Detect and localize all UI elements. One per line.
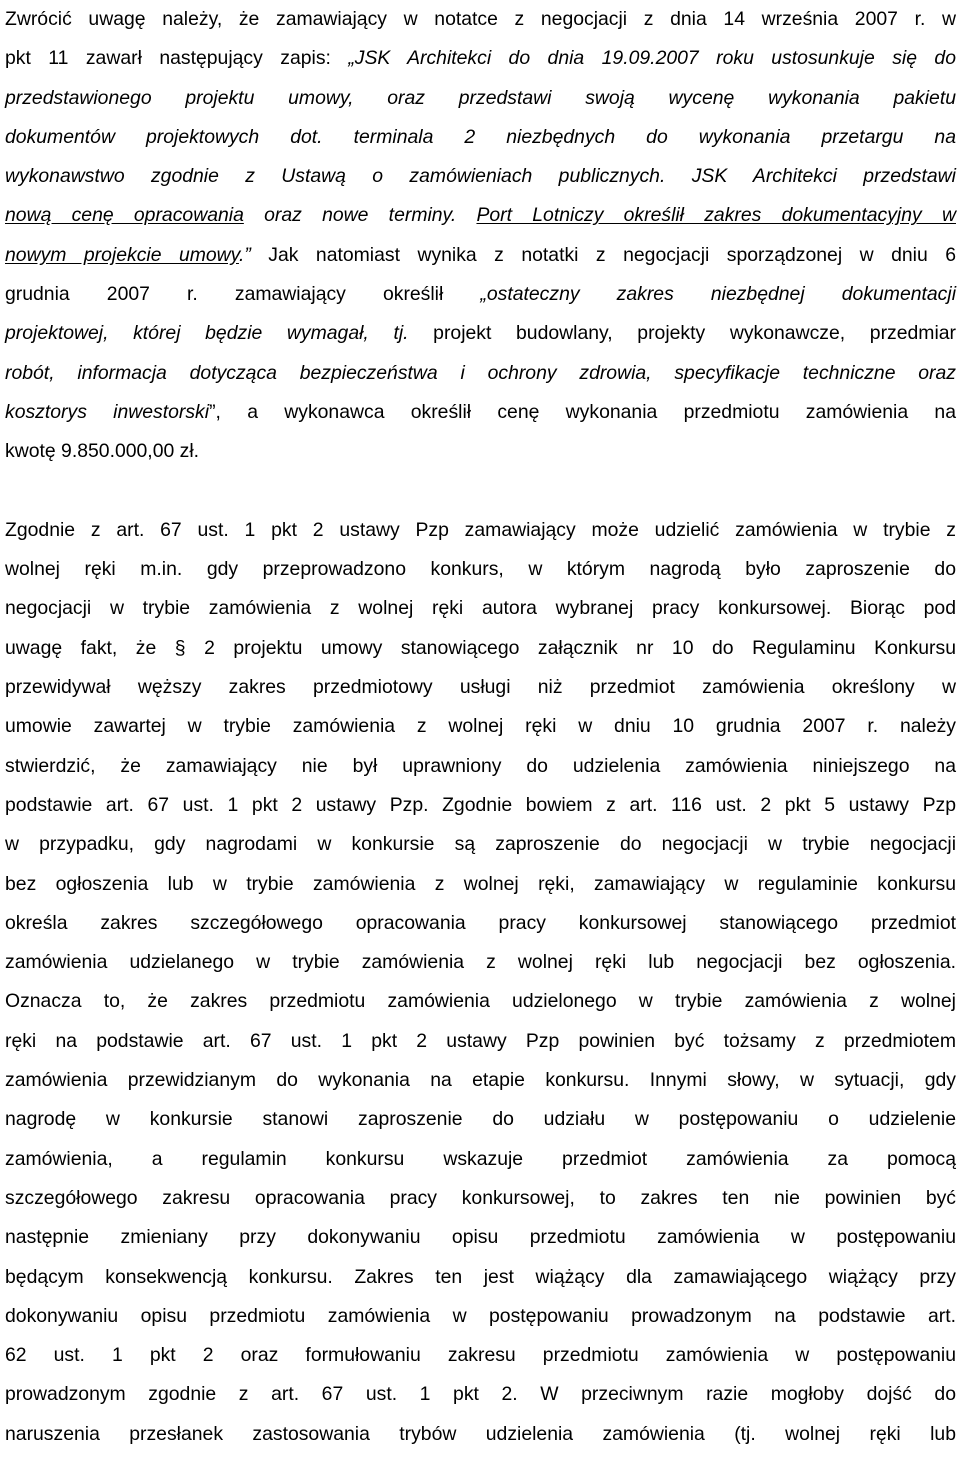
text-line: szczegółowego zakresu opracowania pracy konkursowej, to zakres ten nie powinien być	[5, 1186, 956, 1209]
text-line	[5, 354, 956, 393]
text-line: Oznacza to, że zakres przedmiotu zamówienia udzielonego w trybie zamówienia z wolnej	[5, 990, 956, 1013]
text-run: .”	[238, 243, 251, 266]
text-line: zamówienia udzielanego w trybie zamówienia z wolnej ręki lub negocjacji bez ogłoszenia.	[5, 951, 956, 974]
text-line: wolnej ręki m.in. gdy przeprowadzono konkurs, w którym nagrodą było zaproszenie do	[5, 558, 956, 581]
text-line: naruszenia przesłanek zastosowania trybów udzielenia zamówienia (tj. wolnej ręki lub	[5, 1422, 956, 1445]
text-line: Zgodnie z art. 67 ust. 1 pkt 2 ustawy Pzp zamawiający może udzielić zamówienia w trybie z	[5, 518, 956, 541]
text-run: projektowej, której będzie wymagał, tj.	[5, 322, 409, 345]
text-line: zamówienia przewidzianym do wykonania na etapie konkursu. Innymi słowy, w sytuacji, gdy	[5, 1069, 956, 1092]
text-run: pkt 11 zawarł następujący zapis:	[5, 47, 349, 70]
text-line: bez ogłoszenia lub w trybie zamówienia z wolnej ręki, zamawiający w regulaminie konkursu	[5, 872, 956, 895]
text-line: negocjacji w trybie zamówienia z wolnej ręki autora wybranej pracy konkursowej. Biorąc pod	[5, 597, 956, 620]
text-line	[5, 236, 956, 275]
text-run: robót, informacja dotycząca bezpieczeństwa i ochrony zdrowia, specyfikacje techniczne oraz	[5, 361, 956, 384]
text-line	[5, 0, 956, 39]
text-line: 62 ust. 1 pkt 2 oraz formułowaniu zakresu przedmiotu zamówienia w postępowaniu	[5, 1344, 956, 1367]
text-run: wykonawstwo zgodnie z Ustawą o zamówieniach publicznych. JSK Architekci przedstawi	[5, 165, 956, 188]
text-line: umowie zawartej w trybie zamówienia z wolnej ręki w dniu 10 grudnia 2007 r. należy	[5, 715, 956, 738]
text-line	[5, 118, 956, 157]
paragraph-negotiation-note	[5, 0, 956, 472]
text-line: zamówienia, a regulamin konkursu wskazuje przedmiot zamówienia za pomocą	[5, 1147, 956, 1170]
text-line: przewidywał węższy zakres przedmiotowy usługi niż przedmiot zamówienia określony w	[5, 676, 956, 699]
text-line	[5, 39, 956, 78]
text-run: dokumentów projektowych dot. terminala 2 niezbędnych do wykonania przetargu na	[5, 125, 956, 148]
text-line	[5, 157, 956, 196]
document-page	[5, 0, 956, 1454]
text-run: Jak natomiast wynika z notatki z negocjacji sporządzonej w dniu 6	[250, 243, 956, 266]
text-run: Port Lotniczy określił zakres dokumentacyjny w	[476, 204, 956, 227]
text-run: kosztorys inwestorski	[5, 400, 210, 423]
text-line: uwagę fakt, że § 2 projektu umowy stanowiącego załącznik nr 10 do Regulaminu Konkursu	[5, 636, 956, 659]
text-line: ręki na podstawie art. 67 ust. 1 pkt 2 ustawy Pzp powinien być tożsamy z przedmiotem	[5, 1029, 956, 1052]
text-run: projekt budowlany, projekty wykonawcze, przedmiar	[408, 322, 956, 345]
text-line	[5, 275, 956, 314]
text-run: „JSK Architekci do dnia 19.09.2007 roku ustosunkuje się do	[348, 47, 956, 70]
text-run: nowym projekcie umowy	[5, 243, 239, 266]
text-line	[5, 393, 956, 432]
text-line: nagrodę w konkursie stanowi zaproszenie do udziału w postępowaniu o udzielenie	[5, 1108, 956, 1131]
text-line: będącym konsekwencją konkursu. Zakres ten jest wiążący dla zamawiającego wiążący przy	[5, 1265, 956, 1288]
text-run: przedstawionego projektu umowy, oraz przedstawi swoją wycenę wykonania pakietu	[5, 86, 956, 109]
text-run: nową cenę opracowania	[5, 204, 244, 227]
text-line: podstawie art. 67 ust. 1 pkt 2 ustawy Pzp. Zgodnie bowiem z art. 116 ust. 2 pkt 5 ustawy Pzp	[5, 793, 956, 816]
text-line: następnie zmieniany przy dokonywaniu opisu przedmiotu zamówienia w postępowaniu	[5, 1226, 956, 1249]
text-line: prowadzonym zgodnie z art. 67 ust. 1 pkt 2. W przeciwnym razie mogłoby dojść do	[5, 1383, 956, 1406]
text-line	[5, 196, 956, 235]
text-run: „ostateczny zakres niezbędnej dokumentacji	[480, 283, 956, 306]
text-run: kwotę 9.850.000,00 zł.	[5, 440, 200, 463]
text-line	[5, 432, 956, 471]
text-run: Zwrócić uwagę należy, że zamawiający w notatce z negocjacji z dnia 14 września 2007 r. w	[5, 8, 956, 30]
text-run: ”, a wykonawca określił cenę wykonania przedmiotu zamówienia na	[209, 400, 956, 423]
text-run: oraz nowe terminy.	[243, 204, 477, 227]
text-run: grudnia 2007 r. zamawiający określił	[5, 283, 481, 306]
text-line: określa zakres szczegółowego opracowania pracy konkursowej stanowiącego przedmiot	[5, 911, 956, 934]
paragraph-legal-analysis	[5, 511, 956, 1454]
text-line: w przypadku, gdy nagrodami w konkursie są zaproszenie do negocjacji w trybie negocjacji	[5, 833, 956, 856]
text-line: dokonywaniu opisu przedmiotu zamówienia w postępowaniu prowadzonym na podstawie art.	[5, 1304, 956, 1327]
text-line	[5, 314, 956, 353]
text-line: stwierdzić, że zamawiający nie był uprawniony do udzielenia zamówienia niniejszego na	[5, 754, 956, 777]
text-line	[5, 79, 956, 118]
